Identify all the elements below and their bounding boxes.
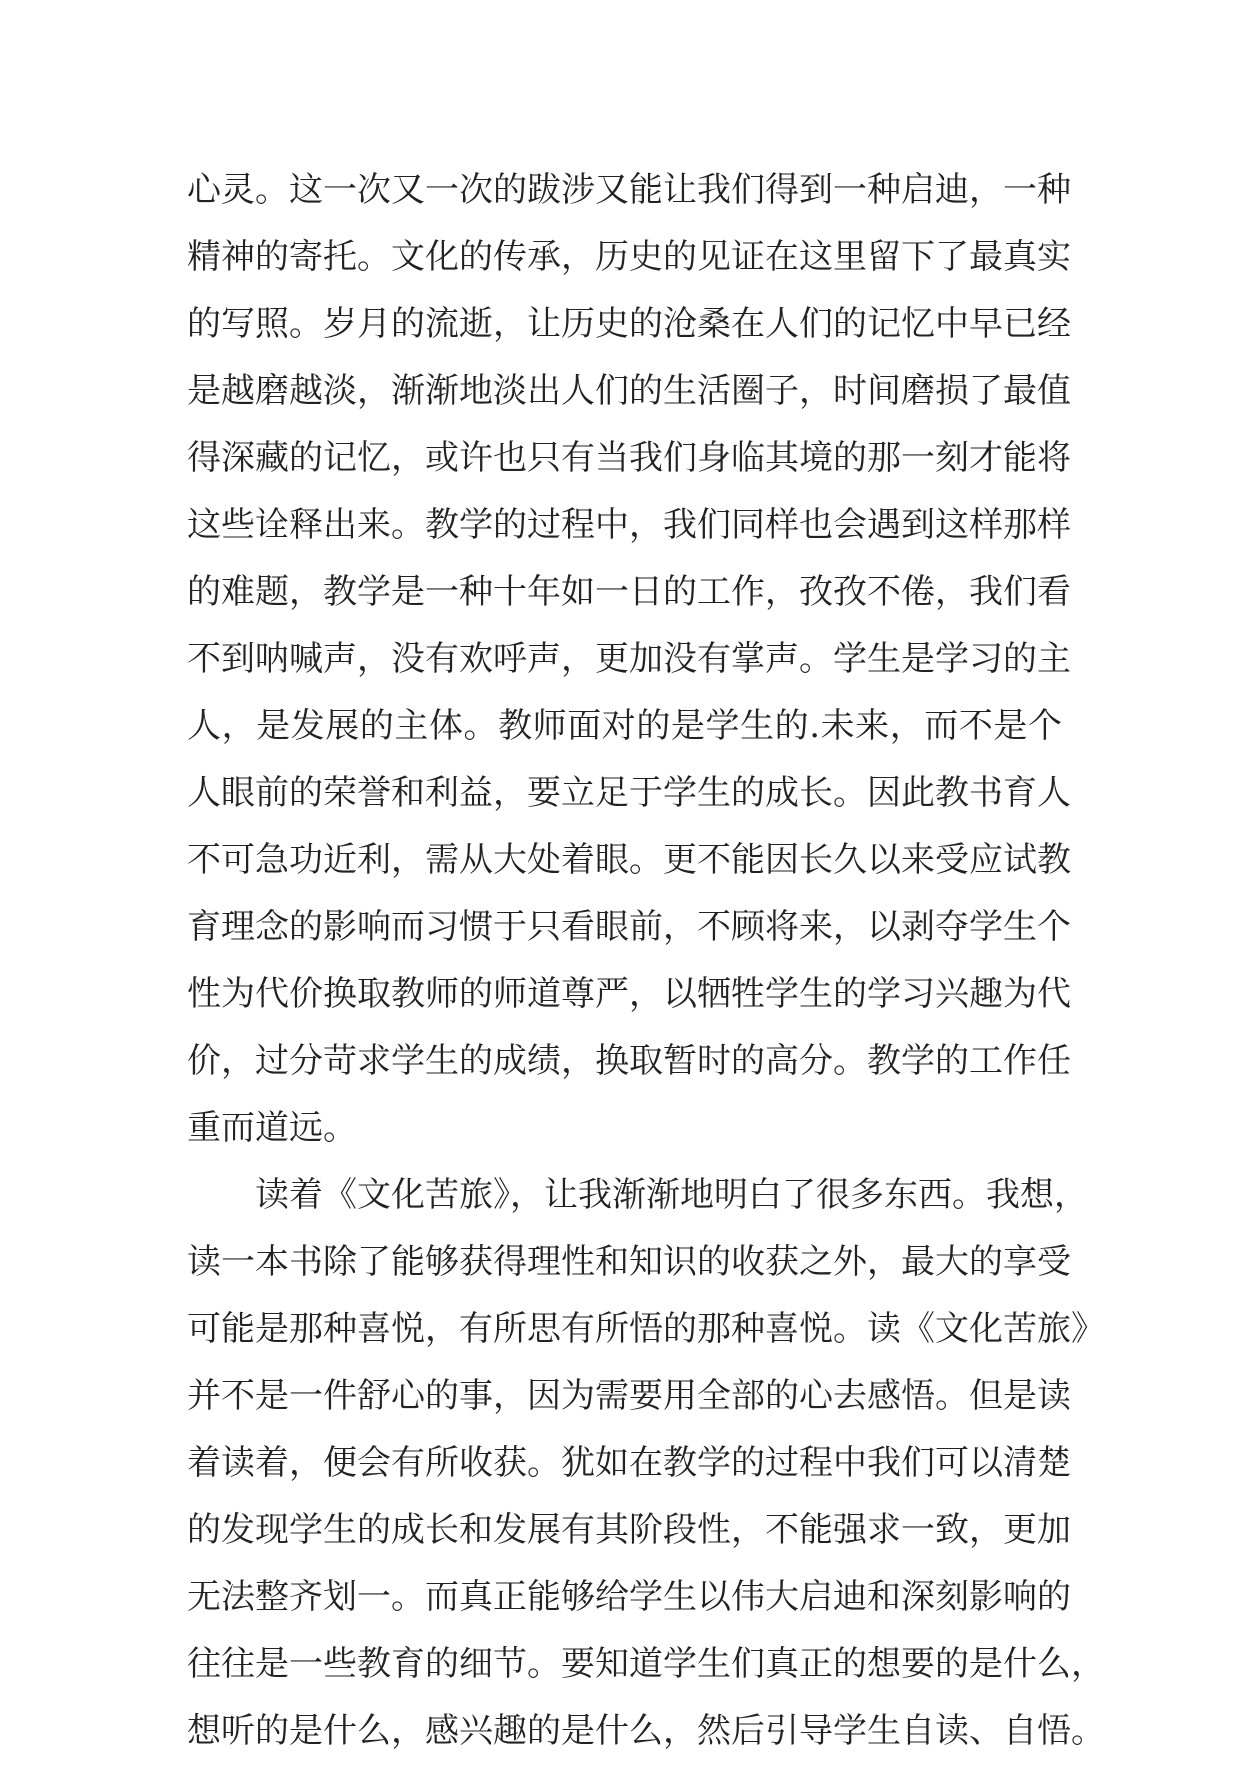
text-line: 读一本书除了能够获得理性和知识的收获之外，最大的享受 <box>187 1242 1071 1282</box>
text-line: 人，是发展的主体。教师面对的是学生的.未来，而不是个 <box>187 706 1062 746</box>
text-line: 的写照。岁月的流逝，让历史的沧桑在人们的记忆中早已经 <box>187 304 1071 344</box>
text-line: 着读着，便会有所收获。犹如在教学的过程中我们可以清楚 <box>187 1443 1071 1483</box>
text-line: 的发现学生的成长和发展有其阶段性，不能强求一致，更加 <box>187 1510 1071 1550</box>
text-line: 是越磨越淡，渐渐地淡出人们的生活圈子，时间磨损了最值 <box>187 371 1071 411</box>
text-line: 重而道远。 <box>187 1108 357 1148</box>
text-line: 想听的是什么，感兴趣的是什么，然后引导学生自读、自悟。 <box>187 1711 1105 1751</box>
text-line: 人眼前的荣誉和利益，要立足于学生的成长。因此教书育人 <box>187 773 1071 813</box>
text-line: 无法整齐划一。而真正能够给学生以伟大启迪和深刻影响的 <box>187 1577 1071 1617</box>
text-line: 精神的寄托。文化的传承，历史的见证在这里留下了最真实 <box>187 237 1071 277</box>
text-line: 不可急功近利，需从大处着眼。更不能因长久以来受应试教 <box>187 840 1071 880</box>
text-line: 价，过分苛求学生的成绩，换取暂时的高分。教学的工作任 <box>187 1041 1071 1081</box>
text-line: 并不是一件舒心的事，因为需要用全部的心去感悟。但是读 <box>187 1376 1071 1416</box>
text-line: 可能是那种喜悦，有所思有所悟的那种喜悦。读《文化苦旅》 <box>187 1309 1105 1349</box>
text-line: 得深藏的记忆，或许也只有当我们身临其境的那一刻才能将 <box>187 438 1071 478</box>
text-line: 育理念的影响而习惯于只看眼前，不顾将来，以剥夺学生个 <box>187 907 1071 947</box>
body-text <box>187 157 1105 1765</box>
text-line: 心灵。这一次又一次的跋涉又能让我们得到一种启迪，一种 <box>187 170 1071 210</box>
text-line: 往往是一些教育的细节。要知道学生们真正的想要的是什么， <box>187 1644 1105 1684</box>
text-line: 读着《文化苦旅》，让我渐渐地明白了很多东西。我想， <box>255 1175 1088 1215</box>
text-line: 这些诠释出来。教学的过程中，我们同样也会遇到这样那样 <box>187 505 1071 545</box>
text-line: 不到呐喊声，没有欢呼声，更加没有掌声。学生是学习的主 <box>187 639 1071 679</box>
paragraph-1 <box>187 157 1071 1162</box>
text-line: 性为代价换取教师的师道尊严，以牺牲学生的学习兴趣为代 <box>187 974 1071 1014</box>
paragraph-2 <box>187 1162 1105 1765</box>
text-line: 的难题，教学是一种十年如一日的工作，孜孜不倦，我们看 <box>187 572 1071 612</box>
